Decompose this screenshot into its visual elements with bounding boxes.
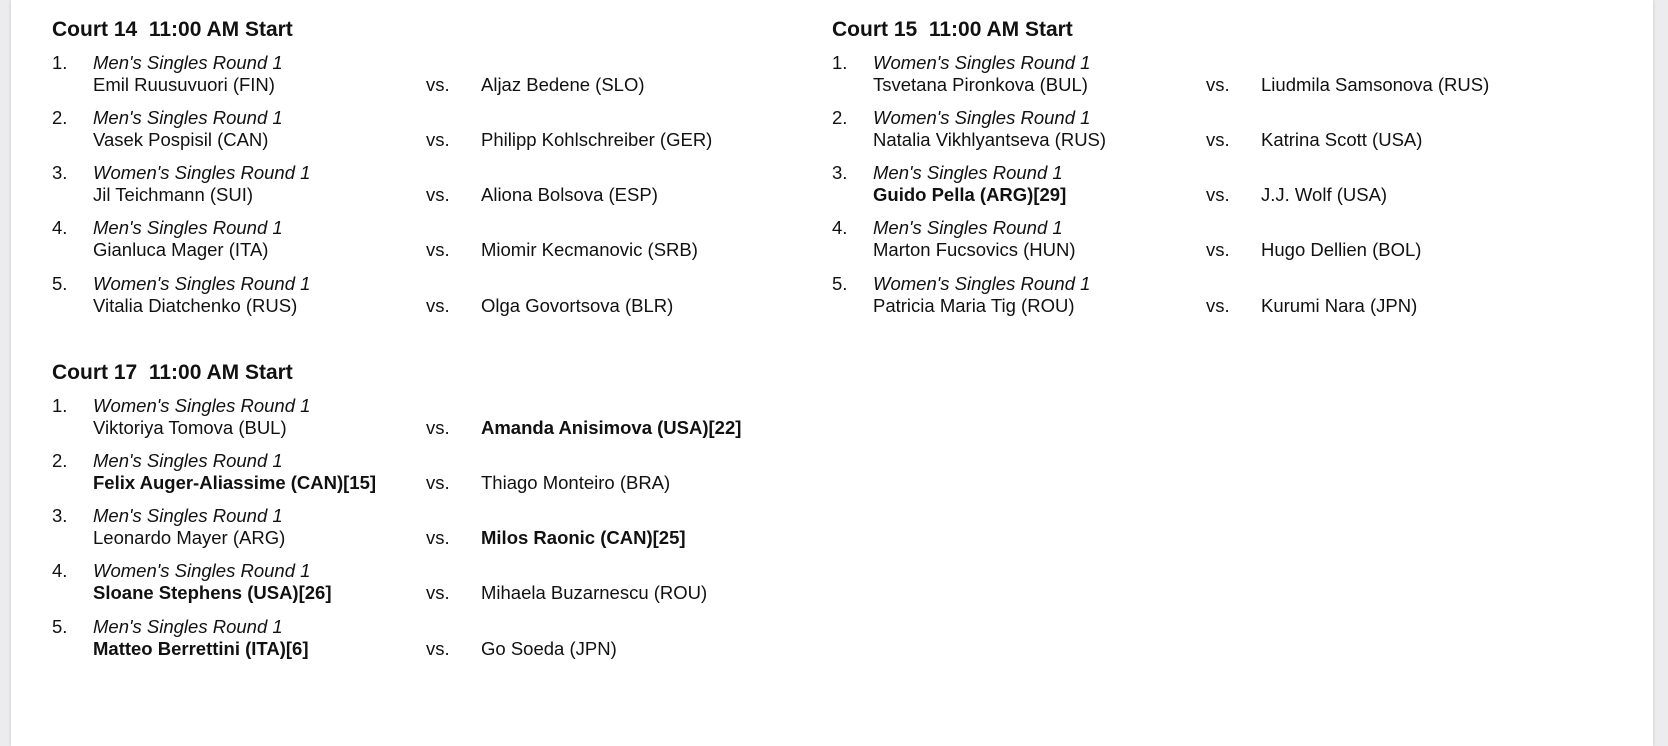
match-number: 4. (52, 217, 68, 238)
player-one: Marton Fucsovics (HUN) (873, 239, 1076, 260)
player-one: Sloane Stephens (USA)[26] (93, 582, 332, 603)
match-row (832, 217, 1592, 269)
player-one: Felix Auger-Aliassime (CAN)[15] (93, 472, 377, 493)
player-two: Miomir Kecmanovic (SRB) (481, 239, 698, 260)
match-number: 4. (52, 560, 68, 581)
match-round: Women's Singles Round 1 (873, 273, 1091, 294)
versus-label: vs. (426, 417, 450, 438)
versus-label: vs. (426, 295, 450, 316)
player-one: Jil Teichmann (SUI) (93, 184, 254, 205)
player-two: Thiago Monteiro (BRA) (481, 472, 671, 493)
court-title: Court 15 11:00 AM Start (832, 18, 1073, 41)
match-row (52, 107, 812, 159)
player-one: Emil Ruusuvuori (FIN) (93, 74, 275, 95)
versus-label: vs. (1206, 129, 1230, 150)
player-one: Vasek Pospisil (CAN) (93, 129, 269, 150)
versus-label: vs. (426, 472, 450, 493)
player-two: Philipp Kohlschreiber (GER) (481, 129, 713, 150)
match-round: Women's Singles Round 1 (873, 52, 1091, 73)
match-row (52, 395, 812, 447)
match-row (52, 273, 812, 325)
match-row (52, 560, 812, 612)
match-round: Men's Singles Round 1 (93, 52, 283, 73)
player-one: Gianluca Mager (ITA) (93, 239, 269, 260)
match-round: Men's Singles Round 1 (873, 217, 1063, 238)
player-two: Aljaz Bedene (SLO) (481, 74, 645, 95)
versus-label: vs. (426, 74, 450, 95)
match-number: 2. (52, 107, 68, 128)
match-round: Men's Singles Round 1 (93, 450, 283, 471)
match-row (52, 162, 812, 214)
match-number: 1. (52, 52, 68, 73)
player-two: Olga Govortsova (BLR) (481, 295, 674, 316)
versus-label: vs. (1206, 74, 1230, 95)
match-round: Men's Singles Round 1 (93, 107, 283, 128)
match-number: 2. (832, 107, 848, 128)
match-round: Women's Singles Round 1 (873, 107, 1091, 128)
match-round: Men's Singles Round 1 (93, 505, 283, 526)
player-one: Natalia Vikhlyantseva (RUS) (873, 129, 1107, 150)
match-round: Women's Singles Round 1 (93, 273, 311, 294)
match-row (52, 616, 812, 668)
match-row (52, 505, 812, 557)
match-number: 3. (832, 162, 848, 183)
player-one: Matteo Berrettini (ITA)[6] (93, 638, 309, 659)
player-two: J.J. Wolf (USA) (1261, 184, 1388, 205)
match-row (52, 217, 812, 269)
match-number: 3. (52, 162, 68, 183)
match-row (52, 52, 812, 104)
player-two: Katrina Scott (USA) (1261, 129, 1423, 150)
match-row (52, 450, 812, 502)
versus-label: vs. (1206, 295, 1230, 316)
match-row (832, 107, 1592, 159)
player-one: Guido Pella (ARG)[29] (873, 184, 1067, 205)
versus-label: vs. (426, 184, 450, 205)
player-two: Go Soeda (JPN) (481, 638, 617, 659)
match-round: Women's Singles Round 1 (93, 395, 311, 416)
player-two: Milos Raonic (CAN)[25] (481, 527, 686, 548)
player-two: Hugo Dellien (BOL) (1261, 239, 1422, 260)
player-one: Leonardo Mayer (ARG) (93, 527, 286, 548)
versus-label: vs. (426, 527, 450, 548)
match-round: Women's Singles Round 1 (93, 560, 311, 581)
match-number: 1. (52, 395, 68, 416)
match-number: 5. (52, 273, 68, 294)
schedule-page (11, 0, 1653, 746)
match-round: Men's Singles Round 1 (873, 162, 1063, 183)
match-number: 5. (832, 273, 848, 294)
versus-label: vs. (426, 129, 450, 150)
versus-label: vs. (426, 638, 450, 659)
match-number: 4. (832, 217, 848, 238)
versus-label: vs. (1206, 239, 1230, 260)
court-title: Court 17 11:00 AM Start (52, 361, 293, 384)
court-title: Court 14 11:00 AM Start (52, 18, 293, 41)
player-one: Vitalia Diatchenko (RUS) (93, 295, 298, 316)
versus-label: vs. (426, 582, 450, 603)
player-two: Aliona Bolsova (ESP) (481, 184, 658, 205)
match-number: 5. (52, 616, 68, 637)
match-number: 3. (52, 505, 68, 526)
match-round: Women's Singles Round 1 (93, 162, 311, 183)
match-row (832, 52, 1592, 104)
match-number: 1. (832, 52, 848, 73)
match-round: Men's Singles Round 1 (93, 217, 283, 238)
match-row (832, 162, 1592, 214)
player-one: Patricia Maria Tig (ROU) (873, 295, 1075, 316)
player-two: Mihaela Buzarnescu (ROU) (481, 582, 708, 603)
player-two: Kurumi Nara (JPN) (1261, 295, 1418, 316)
versus-label: vs. (426, 239, 450, 260)
player-one: Tsvetana Pironkova (BUL) (873, 74, 1088, 95)
match-row (832, 273, 1592, 325)
player-two: Liudmila Samsonova (RUS) (1261, 74, 1490, 95)
match-round: Men's Singles Round 1 (93, 616, 283, 637)
versus-label: vs. (1206, 184, 1230, 205)
match-number: 2. (52, 450, 68, 471)
player-two: Amanda Anisimova (USA)[22] (481, 417, 742, 438)
player-one: Viktoriya Tomova (BUL) (93, 417, 287, 438)
